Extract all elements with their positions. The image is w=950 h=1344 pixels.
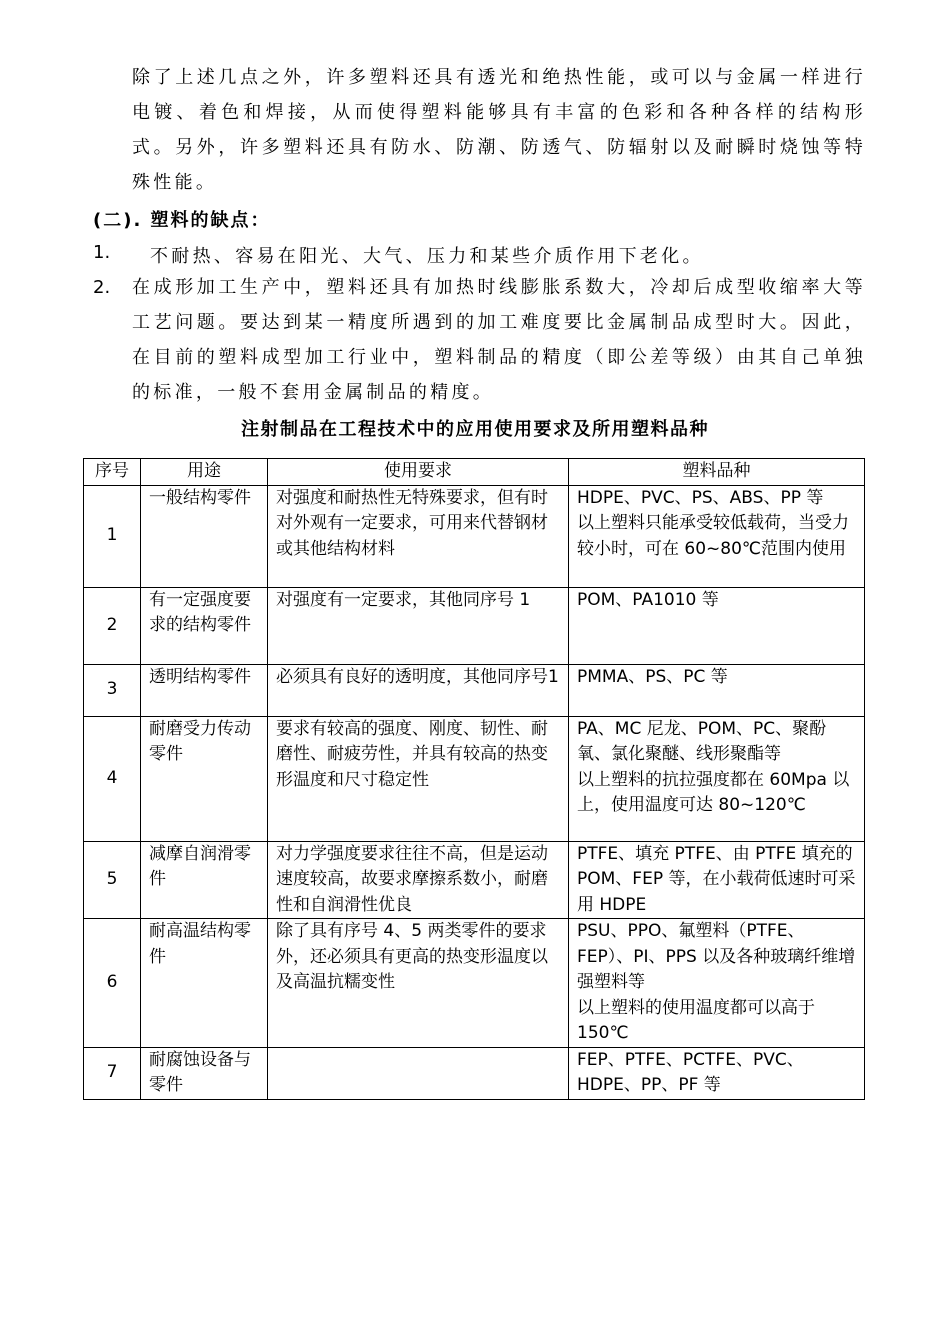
row-plastic-types (569, 587, 865, 664)
plastic-line: POM、PA1010 等 (577, 589, 719, 610)
row-use: 减摩自润滑零件 (141, 841, 268, 919)
header-plastic-types: 塑料品种 (569, 459, 865, 486)
row-plastic-types (569, 1047, 865, 1099)
row-plastic-types (569, 841, 865, 919)
row-no: 7 (84, 1047, 141, 1099)
row-no: 1 (84, 485, 141, 587)
plastic-line: PTFE、填充 PTFE、由 PTFE 填充的 POM、FEP 等，在小载荷低速时可采用 HDPE (577, 843, 856, 915)
plastic-line: 以上塑料的抗拉强度都在 60Mpa 以上，使用温度可达 80~120℃ (577, 769, 850, 815)
header-use: 用途 (141, 459, 268, 486)
table-row (84, 716, 865, 841)
drawback-2-number: 2. (93, 277, 111, 298)
header-no: 序号 (84, 459, 141, 486)
section-heading: (二). 塑料的缺点： (93, 210, 271, 231)
row-no: 5 (84, 841, 141, 919)
table-row (84, 1047, 865, 1099)
table-row (84, 587, 865, 664)
row-use: 有一定强度要求的结构零件 (141, 587, 268, 664)
row-use: 耐磨受力传动零件 (141, 716, 268, 841)
table-row (84, 841, 865, 919)
row-requirements: 必须具有良好的透明度，其他同序号1 (268, 664, 569, 716)
plastic-line: 以上塑料的使用温度都可以高于 150℃ (577, 997, 815, 1043)
row-requirements (268, 1047, 569, 1099)
row-requirements: 除了具有序号 4、5 两类零件的要求外，还必须具有更高的热变形温度以及高温抗糯变性 (268, 919, 569, 1048)
row-plastic-types (569, 716, 865, 841)
plastic-line: 以上塑料只能承受较低载荷，当受力较小时，可在 60~80℃范围内使用 (577, 513, 849, 559)
row-use: 耐高温结构零件 (141, 919, 268, 1048)
row-requirements: 对强度和耐热性无特殊要求，但有时对外观有一定要求，可用来代替钢材或其他结构材料 (268, 485, 569, 587)
row-no: 2 (84, 587, 141, 664)
plastics-application-table (83, 458, 865, 1100)
table-row (84, 485, 865, 587)
table-header-row (84, 459, 865, 486)
drawback-2-text: 在成形加工生产中，塑料还具有加热时线膨胀系数大，冷却后成型收缩率大等工艺问题。要达到某一精度所遇到的加工难度要比金属制品成型时大。因此，在目前的塑料成型加工行业中，塑料制品的精度（即公差等级）由其自己单独的标准，一般不套用金属制品的精度。 (132, 277, 866, 403)
row-no: 3 (84, 664, 141, 716)
drawback-1-text: 不耐热、容易在阳光、大气、压力和某些介质作用下老化。 (150, 246, 704, 267)
row-use: 耐腐蚀设备与零件 (141, 1047, 268, 1099)
row-use: 一般结构零件 (141, 485, 268, 587)
drawback-1-number: 1. (93, 242, 111, 263)
plastic-line: PMMA、PS、PC 等 (577, 666, 728, 687)
plastic-line: HDPE、PVC、PS、ABS、PP 等 (577, 487, 824, 508)
row-use: 透明结构零件 (141, 664, 268, 716)
table-row (84, 919, 865, 1048)
row-plastic-types (569, 664, 865, 716)
header-requirements: 使用要求 (268, 459, 569, 486)
row-requirements: 对力学强度要求往往不高，但是运动速度较高，故要求摩擦系数小，耐磨性和自润滑性优良 (268, 841, 569, 919)
plastic-line: PSU、PPO、氟塑料（PTFE、FEP）、PI、PPS 以及各种玻璃纤维增强塑料等 (577, 921, 856, 992)
row-no: 6 (84, 919, 141, 1048)
table-title: 注射制品在工程技术中的应用使用要求及所用塑料品种 (241, 419, 709, 440)
plastic-line: FEP、PTFE、PCTFE、PVC、HDPE、PP、PF 等 (577, 1049, 804, 1095)
row-plastic-types (569, 919, 865, 1048)
plastic-line: PA、MC 尼龙、POM、PC、聚酚氧、氯化聚醚、线形聚酯等 (577, 718, 827, 764)
intro-paragraph: 除了上述几点之外，许多塑料还具有透光和绝热性能，或可以与金属一样进行电镀、着色和焊接，从而使得塑料能够具有丰富的色彩和各种各样的结构形式。另外，许多塑料还具有防水、防潮、防透气、防辐射以及耐瞬时烧蚀等特殊性能。 (132, 67, 866, 193)
table-row (84, 664, 865, 716)
row-requirements: 要求有较高的强度、刚度、韧性、耐磨性、耐疲劳性，并具有较高的热变形温度和尺寸稳定性 (268, 716, 569, 841)
row-no: 4 (84, 716, 141, 841)
row-requirements: 对强度有一定要求，其他同序号 1 (268, 587, 569, 664)
row-plastic-types (569, 485, 865, 587)
